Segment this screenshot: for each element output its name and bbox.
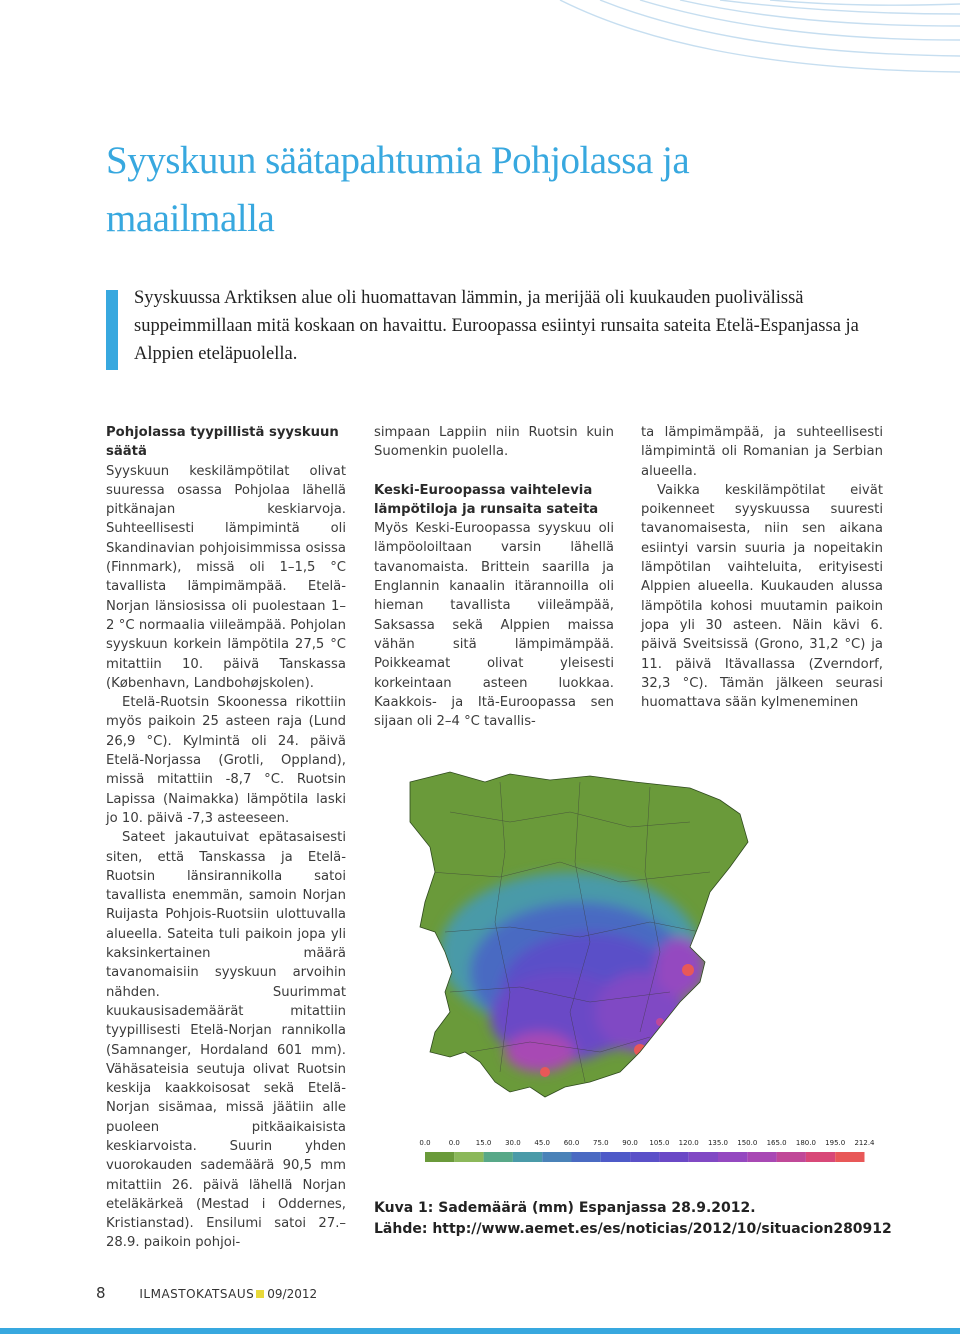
paragraph: simpaan Lappiin niin Ruotsin kuin Suomenkin puolella.: [374, 425, 614, 460]
legend-label: 60.0: [563, 1139, 580, 1147]
page-number: 8: [96, 1284, 106, 1302]
legend-label: 212.4: [854, 1139, 875, 1147]
section-heading-keski-eurooppa: Keski-Euroopassa vaihtelevia lämpötiloja ja runsaita sateita: [374, 482, 599, 517]
legend-label: 0.0: [448, 1139, 460, 1147]
legend-swatch: [484, 1152, 513, 1162]
map-legend-labels: [419, 1139, 875, 1147]
legend-swatch: [659, 1152, 688, 1162]
paragraph: ta lämpimämpää, ja suhteellisesti lämpimintä oli Romanian ja Serbian alueella.: [641, 425, 883, 479]
legend-label: 120.0: [678, 1139, 699, 1147]
map-legend: [425, 1152, 865, 1162]
legend-swatch: [806, 1152, 835, 1162]
page-footer: [96, 1284, 317, 1302]
legend-swatch: [777, 1152, 806, 1162]
magazine-name: ILMASTOKATSAUS: [139, 1287, 255, 1301]
square-bullet-icon: [256, 1290, 264, 1298]
precip-hotspot: [634, 1044, 646, 1056]
legend-swatch: [601, 1152, 630, 1162]
paragraph: Syyskuun keskilämpötilat olivat suuressa osassa Pohjolaa lähellä pitkänajan keskiarvoja. Suhteellisesti lämpimintä oli Skandinavian pohjoisimmissa osissa (Finnmark), missä oli 1–1,5 °C tavallista lämpimämpää. Etelä-Norjan länsiosissa oli puolestaan 1–2 °C normaalia viileämpää. Pohjolan syyskuun korkein lämpötila 27,5 °C mitattiin 10. päivä Tanskassa (København, Landbohøjskolen).: [106, 463, 346, 691]
legend-swatch: [689, 1152, 718, 1162]
legend-swatch: [718, 1152, 747, 1162]
precip-area: [655, 937, 705, 997]
paragraph: Vaikka keskilämpötilat eivät poikenneet syyskuussa suuresti tavanomaisesta, niin sen aikana esiintyi varsin suuria ja nopeitakin lämpötilan vaihteluita, erityisesti Alppien alueella. Kuukauden alussa lämpötila kohosi muutamin paikoin jopa yli 30 asteen. Näin kävi 6. päivä Sveitsissä (Grono, 31,2 °C) ja 11. päivä Itävallassa (Zverndorf, 32,3 °C). Tämän jälkeen seurasi huomattava sään kylmeneminen: [641, 482, 883, 711]
section-heading-pohjola: Pohjolassa tyypillistä syyskuun säätä: [106, 425, 339, 460]
precip-hotspot: [656, 1018, 664, 1026]
legend-label: 90.0: [622, 1139, 638, 1147]
legend-swatch: [835, 1152, 864, 1162]
paragraph: Myös Keski-Euroopassa syyskuu oli lämpöoloiltaan varsin lähellä tavanomaista. Brittein saarilla ja Englannin kanaalin itärannoilla oli hieman tavallista viileämpää, Saksassa sekä Alppien maissa vähän sitä lämpimämpää. Poikkeamat olivat yleisesti korkeintaan asteen luokkaa. Kaakkois- ja Itä-Euroopassa sen sijaan oli 2–4 °C tavallis-: [374, 521, 614, 730]
text-column-2: [374, 423, 614, 731]
precip-area: [505, 1032, 575, 1072]
precip-hotspot: [540, 1067, 550, 1077]
footer-rule: [0, 1328, 960, 1334]
legend-swatch: [425, 1152, 454, 1162]
legend-label: 165.0: [766, 1139, 787, 1147]
legend-swatch: [572, 1152, 601, 1162]
legend-swatch: [630, 1152, 659, 1162]
precipitation-map-spain: [390, 752, 910, 1167]
legend-label: 105.0: [649, 1139, 670, 1147]
paragraph: Sateet jakautuivat epätasaisesti siten, että Tanskassa ja Etelä-Ruotsin länsirannikolla satoi tavallista enemmän, samoin Norjan Ruijasta Pohjois-Ruotsiin ulottuvalla alueella. Sateita tuli paikoin jopa yli kaksinkertainen määrä tavanomaisiin syyskuun arvoihin nähden. Suurimmat kuukausisademäärät mitattiin tyypillisesti Etelä-Norjan rannikolla (Samnanger, Hordaland 601 mm). Vähäsateisia seutuja olivat Ruotsin keskija kaakkoisosat sekä Etelä-Norjan sisämaa, missä jäätiin alle puoleen pitkäaikaisista keskiarvoista. Suurin yhden vuorokauden sademäärä 90,5 mm mitattiin 26. päivä lähellä Norjan eteläkärkeä (Mestad i Oddernes, Kristianstad). Ensilumi satoi 27.–28.9. paikoin pohjoi-: [106, 830, 346, 1251]
article-title: Syyskuun säätapahtumia Pohjolassa ja maailmalla: [106, 139, 690, 240]
legend-label: 75.0: [593, 1139, 609, 1147]
caption-source: Lähde: http://www.aemet.es/es/noticias/2012/10/situacion280912: [374, 1221, 892, 1237]
figure-caption: [374, 1198, 914, 1240]
text-column-3: [641, 423, 883, 712]
issue-number: 09/2012: [267, 1287, 318, 1301]
legend-label: 150.0: [737, 1139, 758, 1147]
legend-label: 195.0: [825, 1139, 846, 1147]
legend-swatch: [747, 1152, 776, 1162]
legend-label: 180.0: [795, 1139, 816, 1147]
lead-accent-bar: [106, 290, 118, 370]
legend-label: 0.0: [419, 1139, 431, 1147]
article-lead: Syyskuussa Arktiksen alue oli huomattavan lämmin, ja merijää oli kuukauden puolivälissä suppeimmillaan mitä koskaan on havaittu. Euroopassa esiintyi runsaita sateita Etelä-Espanjassa ja Alppien eteläpuolella.: [134, 288, 859, 364]
legend-swatch: [542, 1152, 571, 1162]
legend-label: 135.0: [707, 1139, 729, 1147]
legend-swatch: [454, 1152, 483, 1162]
text-column-1: [106, 423, 346, 1253]
legend-label: 45.0: [534, 1139, 550, 1147]
paragraph: Etelä-Ruotsin Skoonessa rikottiin myös paikoin 25 asteen raja (Lund 26,9 °C). Kylmintä oli 24. päivä Etelä-Norjassa (Grotli, Oppland), missä mitattiin -8,7 °C. Ruotsin Lapissa (Naimakka) lämpötila laski jo 10. päivä -7,3 asteeseen.: [106, 695, 346, 826]
decorative-curves: [0, 0, 960, 140]
caption-line-1: Kuva 1: Sademäärä (mm) Espanjassa 28.9.2012.: [374, 1200, 756, 1216]
legend-label: 30.0: [505, 1139, 521, 1147]
legend-label: 15.0: [475, 1139, 492, 1147]
precip-hotspot: [682, 964, 694, 976]
legend-swatch: [513, 1152, 542, 1162]
